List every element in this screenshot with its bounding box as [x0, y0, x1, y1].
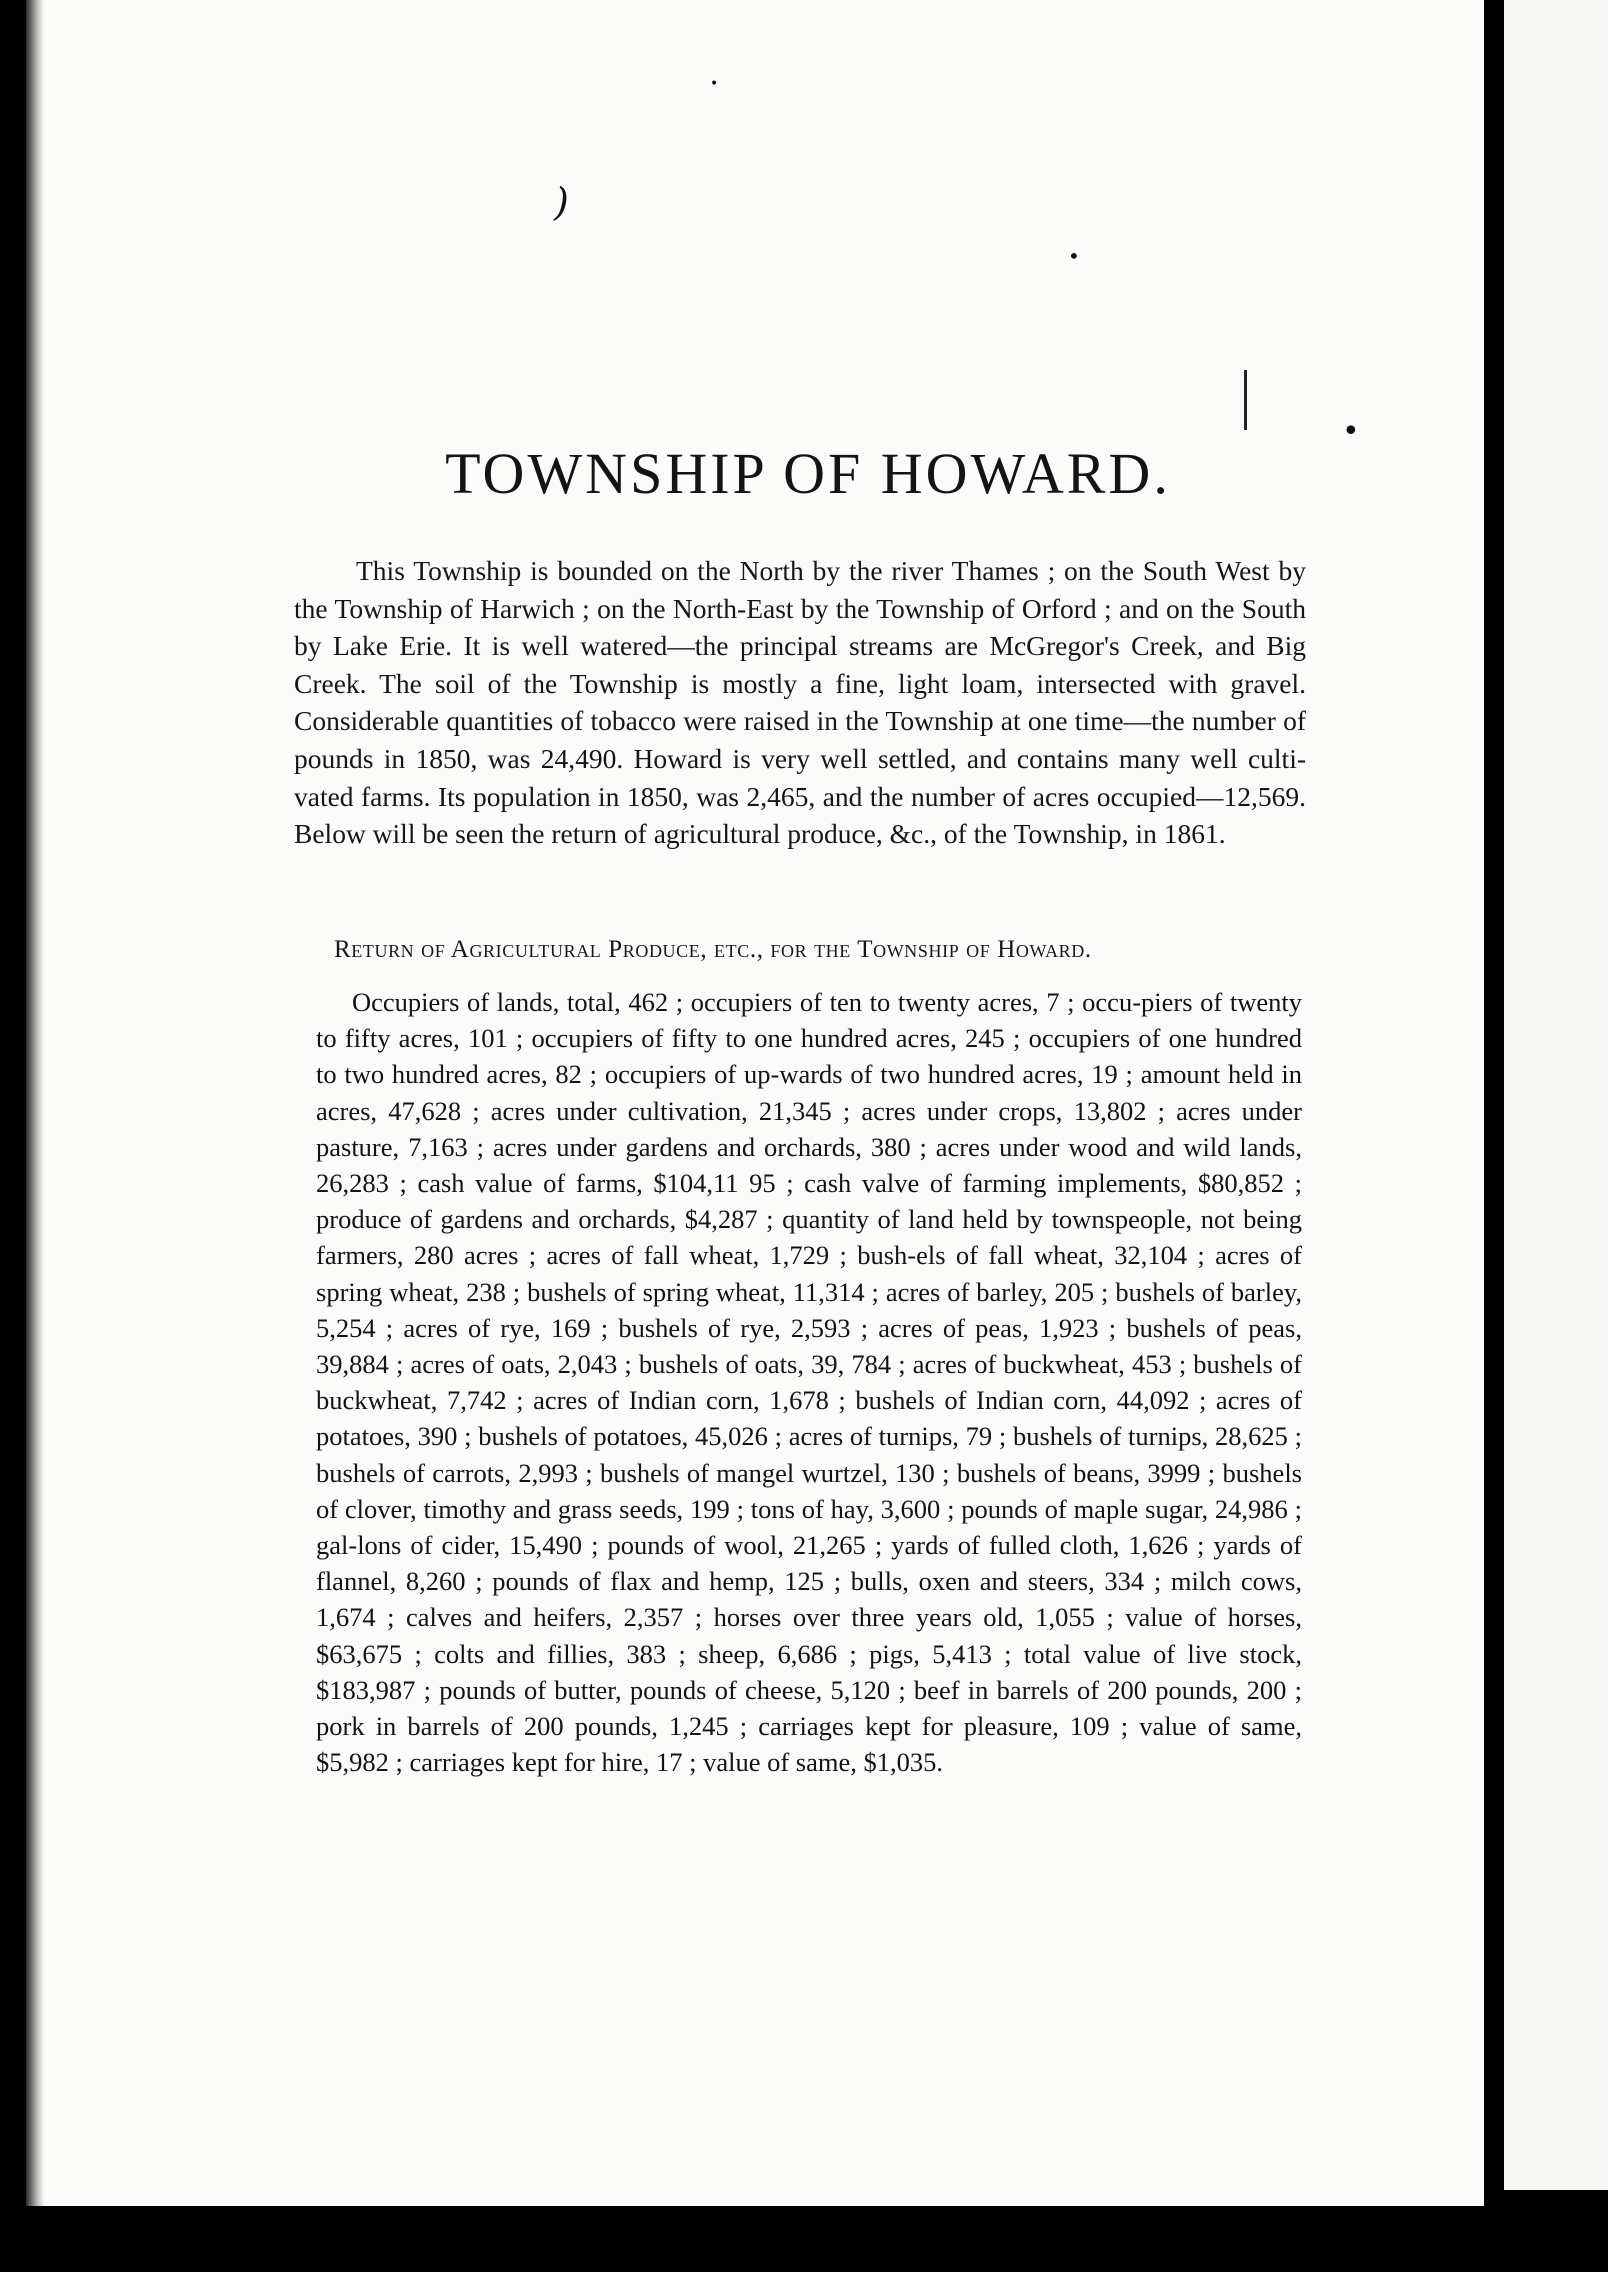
scan-dot-mark: • [710, 76, 719, 92]
scan-bottom-border [0, 2206, 1608, 2272]
page-title: TOWNSHIP OF HOWARD. [445, 441, 1171, 506]
return-heading: Return of Agricultural Produce, etc., for the Township of Howard. [334, 936, 1092, 963]
scan-bracket-mark: ) [554, 180, 569, 224]
return-body-paragraph: Occupiers of lands, total, 462 ; occupiers of ten to twenty acres, 7 ; occu-piers of twenty to fifty acres, 101 ; occupiers of fifty to one hundred acres, 245 ; occupiers of one hundred to two hundred acres, 82 ; occupiers of up-wards of two hundred acres, 19 ; amount held in acres, 47,628 ; acres under cultivation, 21,345 ; acres under crops, 13,802 ; acres under pasture, 7,163 ; acres under gardens and orchards, 380 ; acres under wood and wild lands, 26,283 ; cash value of farms, $104,11 95 ; cash valve of farming implements, $80,852 ; produce of gardens and orchards, $4,287 ; quantity of land held by townspeople, not being farmers, 280 acres ; acres of fall wheat, 1,729 ; bush-els of fall wheat, 32,104 ; acres of spring wheat, 238 ; bushels of spring wheat, 11,314 ; acres of barley, 205 ; bushels of barley, 5,254 ; acres of rye, 169 ; bushels of rye, 2,593 ; acres of peas, 1,923 ; bushels of peas, 39,884 ; acres of oats, 2,043 ; bushels of oats, 39, 784 ; acres of buckwheat, 453 ; bushels of buckwheat, 7,742 ; acres of Indian corn, 1,678 ; bushels of Indian corn, 44,092 ; acres of potatoes, 390 ; bushels of potatoes, 45,026 ; acres of turnips, 79 ; bushels of turnips, 28,625 ; bushels of carrots, 2,993 ; bushels of mangel wurtzel, 130 ; bushels of beans, 3999 ; bushels of clover, timothy and grass seeds, 199 ; tons of hay, 3,600 ; pounds of maple sugar, 24,986 ; gal-lons of cider, 15,490 ; pounds of wool, 21,265 ; yards of fulled cloth, 1,626 ; yards of flannel, 8,260 ; pounds of flax and hemp, 125 ; bulls, oxen and steers, 334 ; milch cows, 1,674 ; calves and heifers, 2,357 ; horses over three years old, 1,055 ; value of horses, $63,675 ; colts and fillies, 383 ; sheep, 6,686 ; pigs, 5,413 ; total value of live stock, $183,987 ; pounds of butter, pounds of cheese, 5,120 ; beef in barrels of 200 pounds, 200 ; pork in barrels of 200 pounds, 1,245 ; carriages kept for pleasure, 109 ; value of same, $5,982 ; carriages kept for hire, 17 ; value of same, $1,035. [316, 987, 1302, 1778]
scan-dot-mark: • [1342, 414, 1360, 449]
adjacent-page-edge [1504, 0, 1608, 2190]
scan-vertical-line [1244, 370, 1247, 430]
page-gutter [1484, 0, 1504, 2206]
scan-dot-mark: • [1068, 244, 1080, 268]
scanned-page [26, 0, 1484, 2206]
intro-paragraph: This Township is bounded on the North by the river Thames ; on the South West by the Township of Harwich ; on the North-East by the Township of Orford ; and on the South by Lake Erie. It is well watered—the principal streams are McGregor's Creek, and Big Creek. The soil of the Township is mostly a fine, light loam, intersected with gravel. Considerable quantities of tobacco were raised in the Township at one time—the number of pounds in 1850, was 24,490. Howard is very well settled, and contains many well culti-vated farms. Its population in 1850, was 2,465, and the number of acres occupied—12,569. Below will be seen the return of agricultural produce, &c., of the Township, in 1861. [294, 555, 1306, 850]
